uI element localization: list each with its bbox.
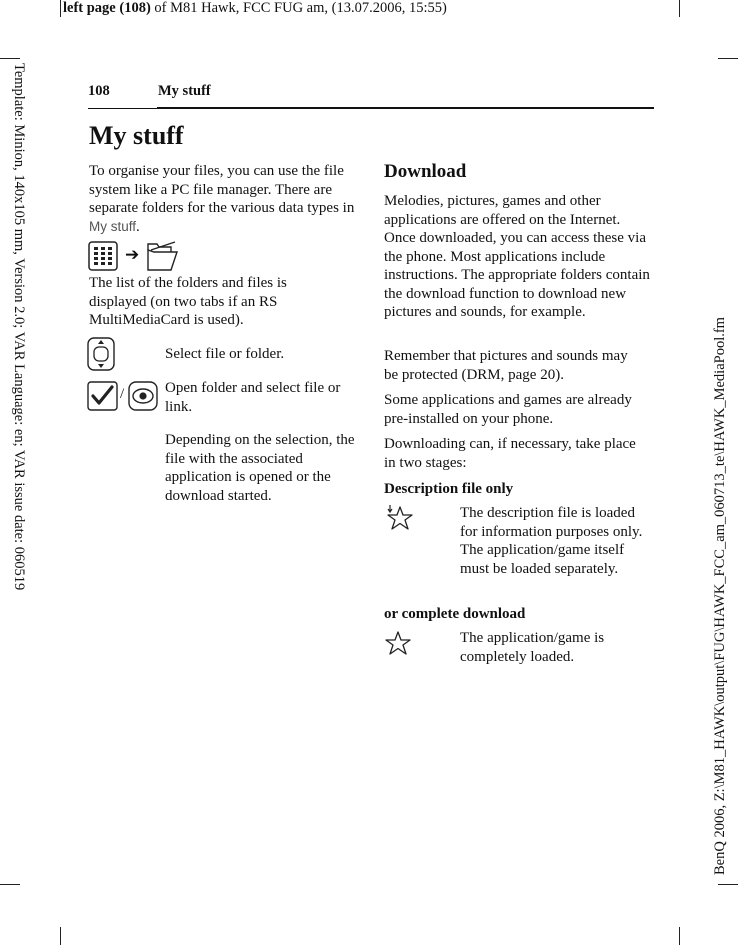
list-paragraph: The list of the folders and files is displayed (on two tabs if an RS MultiMediaCard is used).	[89, 275, 287, 328]
star-download-icon	[386, 504, 414, 535]
row-select-text: Select file or folder.	[165, 346, 285, 362]
crop-mark	[60, 927, 61, 945]
icon-separator: /	[120, 386, 125, 402]
intro-paragraph	[89, 162, 359, 236]
intro-end: .	[136, 218, 140, 235]
crop-mark	[679, 0, 680, 17]
softkey-check-icon	[87, 381, 118, 416]
download-heading: Download	[384, 161, 467, 182]
download-paragraph-2: Remember that pictures and sounds may be protected (DRM, page 20).	[384, 348, 628, 383]
running-head-section: My stuff	[158, 83, 211, 99]
folder-icon	[145, 240, 179, 277]
description-file-text: The description file is loaded for information purposes only. The application/game itself must be loaded separately.	[460, 505, 643, 577]
crop-mark	[718, 884, 738, 885]
header-rule-thick	[157, 107, 654, 109]
download-paragraph-3: Some applications and games are already pre-installed on your phone.	[384, 392, 632, 427]
intro-text: To organise your files, you can use the file system like a PC file manager. There are separate folders for the various data types in	[89, 163, 355, 216]
crop-mark	[60, 0, 61, 17]
complete-download-label: or complete download	[384, 606, 526, 622]
menu-my-stuff: My stuff	[89, 218, 137, 234]
row-depending-text: Depending on the selection, the file with the associated application is opened or the download started.	[165, 432, 355, 504]
print-header-rest: of M81 Hawk, FCC FUG am, (13.07.2006, 15:55)	[150, 0, 447, 16]
page-number: 108	[88, 83, 110, 99]
complete-download-text: The application/game is completely loaded.	[460, 630, 605, 665]
crop-mark	[679, 927, 680, 945]
print-header	[63, 0, 447, 17]
side-template-info: Template: Minion, 140x105 mm, Version 2.0; VAR Language: en; VAR issue date: 060519	[11, 63, 27, 591]
download-paragraph-1: Melodies, pictures, games and other applications are offered on the Internet. Once downloaded, you can access these via the phone. Most applications include instructions. The appropriate folders contain the download function to download new pictures and sounds, for example.	[384, 193, 650, 320]
row-open-text: Open folder and select file or link.	[165, 380, 341, 415]
star-icon	[384, 630, 412, 661]
crop-mark	[0, 884, 20, 885]
crop-mark	[0, 58, 20, 59]
print-header-label: left page (108)	[63, 0, 151, 16]
crop-mark	[718, 58, 738, 59]
arrow: ➔	[125, 245, 140, 264]
description-file-label: Description file only	[384, 481, 514, 497]
menu-grid-icon	[88, 241, 118, 276]
page-title: My stuff	[89, 121, 184, 150]
download-paragraph-4: Downloading can, if necessary, take place in two stages:	[384, 436, 636, 471]
eye-icon	[128, 381, 158, 416]
navigation-key-icon	[87, 337, 115, 376]
side-file-path: BenQ 2006, Z:\M81_HAWK\output\FUG\HAWK_FCC_am_060713_te\HAWK_MediaPool.fm	[712, 317, 728, 875]
